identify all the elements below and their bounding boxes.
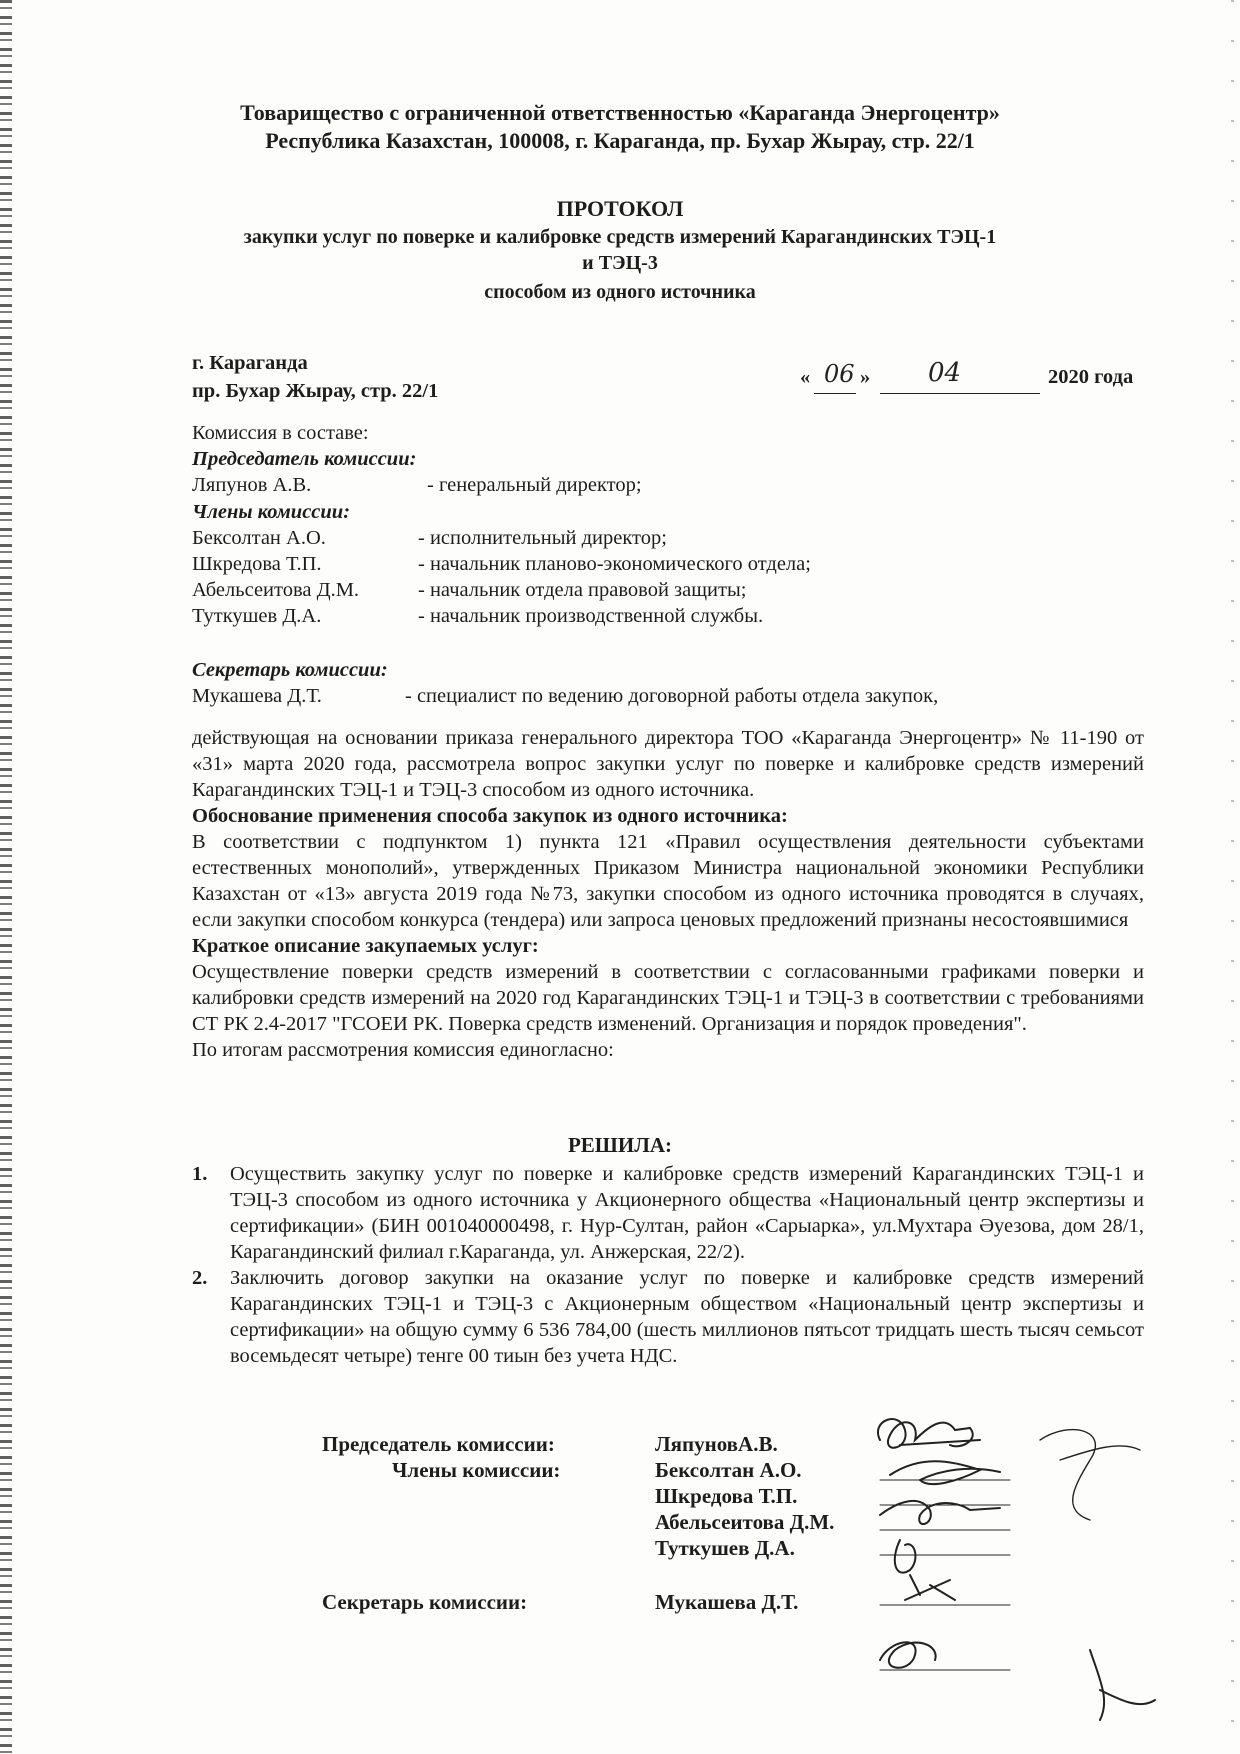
member-name: Бексолтан А.О. [192,527,326,549]
signature-chairman [878,1419,980,1448]
member-name: Шкредова Т.П. [192,553,322,575]
signature-stroke-bottom [1090,1650,1155,1720]
signature-member-3 [895,1540,916,1573]
outcome-intro: По итогам рассмотрения комиссия единогласно: [192,1039,614,1061]
signature-member-4 [905,1575,955,1600]
member-role: - начальник отдела правовой защиты; [418,579,747,601]
decision-item-number: 2. [192,1267,208,1289]
decision-list [192,1161,1144,1369]
secretary-heading: Секретарь комиссии: [192,659,388,681]
document-date [800,358,1150,392]
decision-item-number: 1. [192,1163,208,1185]
decision-item [192,1265,1144,1369]
decision-item [192,1161,1144,1265]
sig-member-name: Туткушев Д.А. [655,1536,795,1560]
commission-intro: Комиссия в составе: [192,422,369,444]
date-year: 2020 года [1048,366,1134,388]
sig-members-label: Члены комиссии: [392,1458,561,1482]
sig-member-name: Бексолтан А.О. [655,1458,802,1482]
document-title: ПРОТОКОЛ [556,196,684,221]
protocol-body [192,725,1144,1063]
date-day: 06 [824,360,855,388]
handwritten-signatures [860,1400,1160,1730]
org-address: Республика Казахстан, 100008, г. Караганда, пр. Бухар Жырау, стр. 22/1 [265,128,975,153]
chairman-role: - генеральный директор; [427,474,642,496]
place-street: пр. Бухар Жырау, стр. 22/1 [192,380,439,402]
document-subtitle-line2: и ТЭЦ-3 [582,252,658,274]
justification-heading: Обоснование применения способа закупок из одного источника: [192,805,788,827]
document-subtitle-line3: способом из одного источника [484,281,756,303]
chairman-name: Ляпунов А.В. [192,474,312,496]
signature-secretary [880,1642,936,1667]
secretary-name: Мукашева Д.Т. [192,685,322,707]
document-subtitle-line1: закупки услуг по поверке и калибровке средств измерений Карагандинских ТЭЦ-1 [243,226,997,248]
description-heading: Краткое описание закупаемых услуг: [192,935,539,957]
member-role: - начальник планово-экономического отдела; [418,553,811,575]
decision-item-text: Осуществить закупку услуг по поверке и калибровке средств измерений Карагандинских ТЭЦ-1 и ТЭЦ-3 способом из одного источника у Акционерного общества «Национальный центр экспертизы и сертификации» (БИН 001040000498, г. Нур-Султан, район «Сарыарка», ул.Мухтара Әуезова, дом 28/1, Карагандинский филиал г.Караганда, ул. Анжерская, 22/2). [230,1163,1144,1263]
sig-member-name: Абельсеитова Д.М. [655,1510,835,1534]
sig-member-name: Шкредова Т.П. [655,1484,798,1508]
signature-member-1 [890,1461,1000,1484]
members-heading: Члены комиссии: [192,501,351,523]
sig-secretary-label: Секретарь комиссии: [322,1590,528,1614]
signature-extra [1040,1430,1140,1520]
org-name: Товарищество с ограниченной ответственностью «Караганда Энергоцентр» [240,100,1000,125]
date-open-quote: « [800,366,811,388]
member-name: Абельсеитова Д.М. [192,579,360,601]
justification-paragraph: В соответствии с подпунктом 1) пункта 121 «Правил осуществления деятельности субъектами естественных монополий», утвержденных Приказом Министра национальной экономики Республики Казахстан от «13» августа 2019 года №73, закупки способом из одного источника проводятся в случаях, если закупки способом конкурса (тендера) или запроса ценовых предложений признаны несостоявшимися [192,831,1144,931]
description-paragraph: Осуществление поверки средств измерений в соответствии с согласованными графиками поверки и калибровки средств измерений на 2020 год Карагандинских ТЭЦ-1 и ТЭЦ-3 в соответствии с требованиями СТ РК 2.4-2017 "ГСОЕИ РК. Поверка средств изменений. Организация и порядок проведения". [192,961,1144,1035]
sig-secretary-name: Мукашева Д.Т. [655,1590,799,1614]
decision-heading: РЕШИЛА: [567,1133,673,1157]
basis-paragraph: действующая на основании приказа генерального директора ТОО «Караганда Энергоцентр» № 11-190 от «31» марта 2020 года, рассмотрела вопрос закупки услуг по поверке и калибровке средств измерений Карагандинских ТЭЦ-1 и ТЭЦ-3 способом из одного источника. [192,727,1144,801]
secretary-role: - специалист по ведению договорной работы отдела закупок, [405,685,939,707]
sig-chairman-label: Председатель комиссии: [322,1432,555,1456]
date-month: 04 [928,358,962,388]
decision-item-text: Заключить договор закупки на оказание услуг по поверке и калибровке средств измерений Карагандинских ТЭЦ-1 и ТЭЦ-3 с Акционерным обществом «Национальный центр экспертизы и сертификации» на общую сумму 6 536 784,00 (шесть миллионов пятьсот тридцать шесть тысяч семьсот восемьдесят четыре) тенге 00 тиын без учета НДС. [230,1267,1144,1367]
date-close-quote: » [860,366,871,388]
signature-member-2 [880,1501,1000,1524]
sig-chairman-name: ЛяпуновА.В. [655,1432,778,1456]
member-role: - начальник производственной службы. [418,605,764,627]
member-role: - исполнительный директор; [418,527,667,549]
member-name: Туткушев Д.А. [192,605,322,627]
place-city: г. Караганда [192,352,308,374]
chairman-heading: Председатель комиссии: [192,448,417,470]
